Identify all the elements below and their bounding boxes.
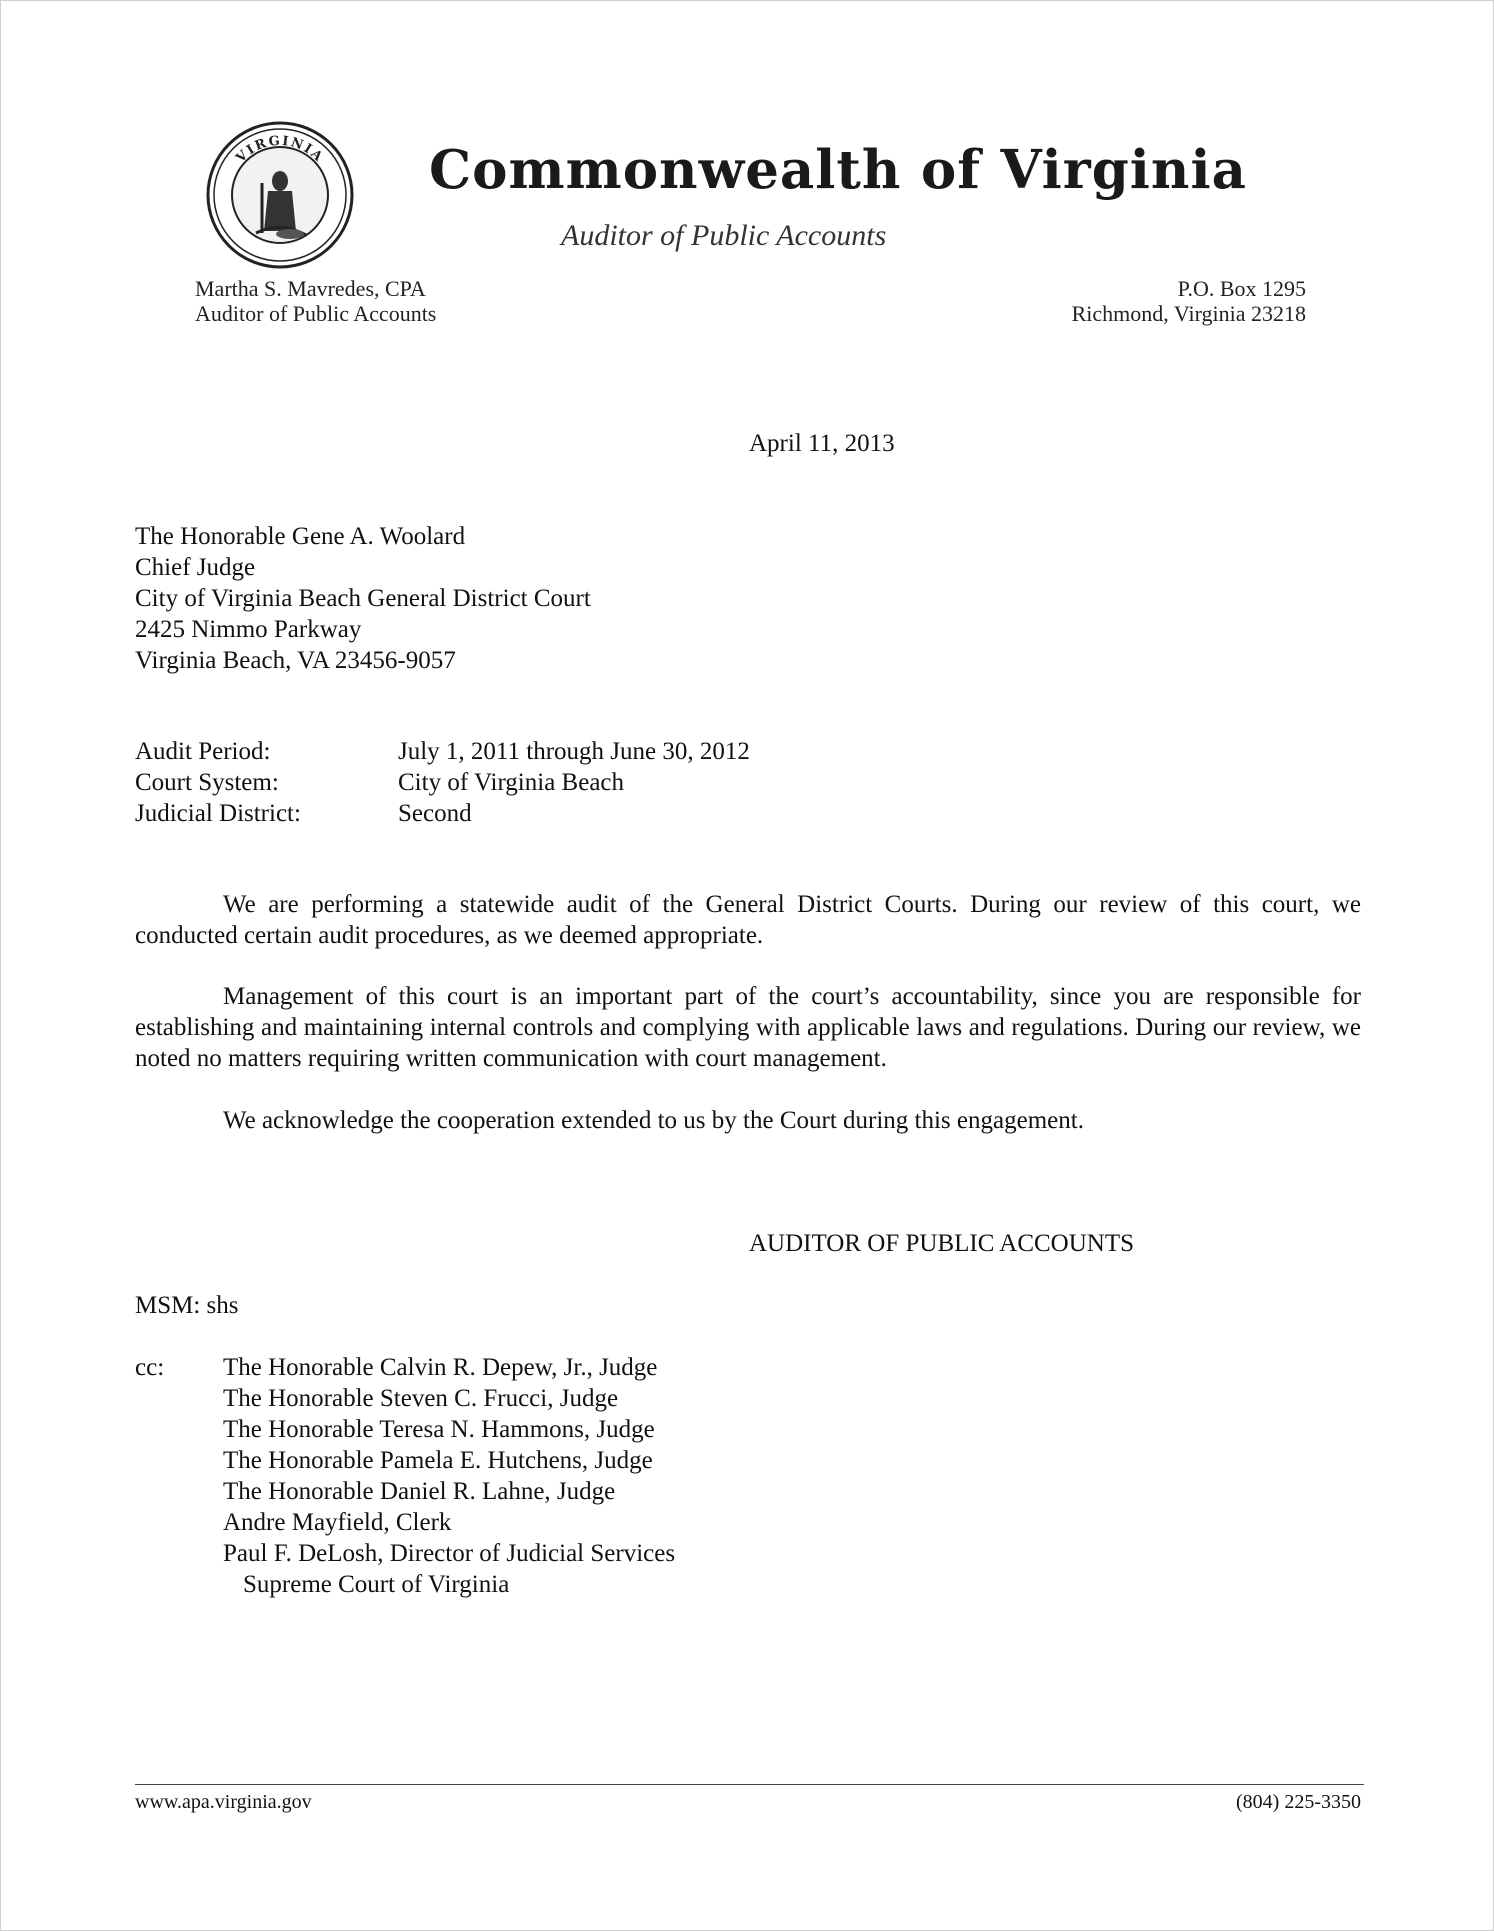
recipient-line: Chief Judge [135,554,256,581]
footer-website: www.apa.virginia.gov [135,1791,312,1813]
typist-initials: MSM: shs [135,1292,239,1319]
footer-divider [135,1784,1364,1785]
cc-recipient: The Honorable Daniel R. Lahne, Judge [223,1478,616,1505]
letterhead-subtitle: Auditor of Public Accounts [561,219,887,252]
cc-recipient: The Honorable Teresa N. Hammons, Judge [223,1416,655,1443]
audit-info-label: Judicial District: [135,800,301,827]
cc-list [223,1352,675,1600]
po-box: P.O. Box 1295 [1177,276,1306,301]
auditor-name: Martha S. Mavredes, CPA [195,276,426,301]
body-paragraph [135,1105,1361,1136]
paragraph-text: We acknowledge the cooperation extended to us by the Court during this engagement. [223,1107,1084,1134]
audit-info-value: City of Virginia Beach [398,769,625,796]
virginia-seal-icon [206,121,354,269]
audit-info-value: Second [398,800,472,827]
cc-recipient: The Honorable Calvin R. Depew, Jr., Judge [223,1354,658,1381]
audit-info-label: Court System: [135,769,279,796]
mailing-address [1072,276,1306,326]
audit-info-row [135,798,750,829]
auditor-block [195,276,436,326]
seal-text: VIRGINIA [233,133,327,166]
audit-info-row [135,767,750,798]
body-paragraph [135,981,1361,1074]
recipient-line: The Honorable Gene A. Woolard [135,523,466,550]
city-state-zip: Richmond, Virginia 23218 [1071,301,1306,326]
cc-recipient: Andre Mayfield, Clerk [223,1509,452,1536]
cc-recipient: Paul F. DeLosh, Director of Judicial Services [223,1540,676,1567]
audit-info-value: July 1, 2011 through June 30, 2012 [398,738,750,765]
letterhead-title: Commonwealth of Virginia [429,139,1247,201]
audit-info-row [135,736,750,767]
audit-info [135,736,750,829]
audit-info-label: Audit Period: [135,738,271,765]
recipient-address [135,521,591,676]
recipient-line: Virginia Beach, VA 23456-9057 [135,647,456,674]
footer-phone: (804) 225-3350 [1236,1791,1361,1813]
cc-recipient: The Honorable Pamela E. Hutchens, Judge [223,1447,653,1474]
paragraph-text: Management of this court is an important part of the court’s accountability, since you are responsible for establishing and maintaining internal controls and complying with applicable laws and regulations. During our review, we noted no matters requiring written communication with court management. [135,983,1361,1072]
letter-date: April 11, 2013 [749,430,895,457]
cc-label: cc: [135,1354,165,1381]
recipient-line: 2425 Nimmo Parkway [135,616,362,643]
paragraph-text: We are performing a statewide audit of the General District Courts. During our review of this court, we conducted certain audit procedures, as we deemed appropriate. [135,891,1361,949]
cc-recipient: The Honorable Steven C. Frucci, Judge [223,1385,619,1412]
auditor-title: Auditor of Public Accounts [195,301,437,326]
recipient-line: City of Virginia Beach General District Court [135,585,591,612]
signature-block: AUDITOR OF PUBLIC ACCOUNTS [749,1230,1135,1257]
cc-recipient: Supreme Court of Virginia [243,1571,510,1598]
body-paragraph [135,889,1361,951]
